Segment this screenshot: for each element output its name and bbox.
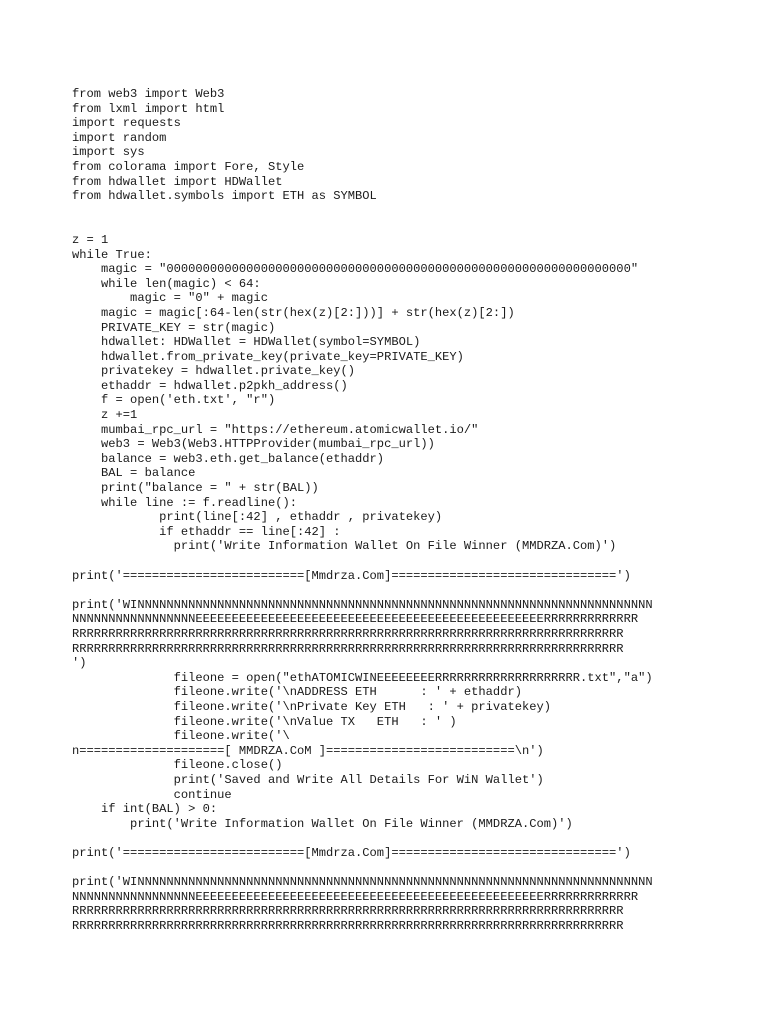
code-line: z = 1	[72, 232, 109, 247]
code-line	[72, 204, 702, 219]
code-line: if ethaddr == line[:42] :	[72, 524, 341, 539]
code-line: while True:	[72, 247, 152, 262]
code-line: RRRRRRRRRRRRRRRRRRRRRRRRRRRRRRRRRRRRRRRRRRRRRRRRRRRRRRRRRRRRRRRRRRRRRRRRRRRR	[72, 626, 624, 641]
code-line: RRRRRRRRRRRRRRRRRRRRRRRRRRRRRRRRRRRRRRRRRRRRRRRRRRRRRRRRRRRRRRRRRRRRRRRRRRRR	[72, 641, 624, 656]
code-line: from colorama import Fore, Style	[72, 159, 305, 174]
code-line: import requests	[72, 116, 181, 131]
code-line: from lxml import html	[72, 101, 225, 116]
code-line: BAL = balance	[72, 466, 196, 481]
code-line	[72, 583, 702, 598]
code-line: web3 = Web3(Web3.HTTPProvider(mumbai_rpc_url))	[72, 437, 435, 452]
code-line: if int(BAL) > 0:	[72, 802, 218, 817]
code-line: from hdwallet.symbols import ETH as SYMBOL	[72, 189, 377, 204]
code-line: balance = web3.eth.get_balance(ethaddr)	[72, 451, 385, 466]
code-line: from web3 import Web3	[72, 87, 225, 101]
code-line: print('Saved and Write All Details For WiN Wallet')	[72, 772, 544, 787]
code-line: fileone.write('\nValue TX ETH : ' )	[72, 714, 457, 729]
code-line: print('Write Information Wallet On File Winner (MMDRZA.Com)')	[72, 539, 617, 554]
code-line: NNNNNNNNNNNNNNNNNEEEEEEEEEEEEEEEEEEEEEEEEEEEEEEEEEEEEEEEEEEEEEEEERRRRRRRRRRRRR	[72, 889, 639, 904]
code-line: while len(magic) < 64:	[72, 276, 261, 291]
code-line: hdwallet: HDWallet = HDWallet(symbol=SYMBOL)	[72, 335, 421, 350]
code-line: from hdwallet import HDWallet	[72, 174, 283, 189]
code-line: ')	[72, 656, 87, 671]
code-line: privatekey = hdwallet.private_key()	[72, 364, 356, 379]
code-line: fileone.write('\	[72, 729, 290, 744]
code-line	[72, 554, 702, 569]
code-line: RRRRRRRRRRRRRRRRRRRRRRRRRRRRRRRRRRRRRRRRRRRRRRRRRRRRRRRRRRRRRRRRRRRRRRRRRRRR	[72, 918, 624, 933]
code-line: RRRRRRRRRRRRRRRRRRRRRRRRRRRRRRRRRRRRRRRRRRRRRRRRRRRRRRRRRRRRRRRRRRRRRRRRRRRR	[72, 904, 624, 919]
code-line: import random	[72, 130, 167, 145]
code-line: fileone.write('\nPrivate Key ETH : ' + privatekey)	[72, 699, 551, 714]
code-line: n====================[ MMDRZA.CoM ]==========================\n')	[72, 743, 544, 758]
code-line: mumbai_rpc_url = "https://ethereum.atomicwallet.io/"	[72, 422, 479, 437]
code-line: NNNNNNNNNNNNNNNNNEEEEEEEEEEEEEEEEEEEEEEEEEEEEEEEEEEEEEEEEEEEEEEEERRRRRRRRRRRRR	[72, 612, 639, 627]
code-line: magic = "0000000000000000000000000000000000000000000000000000000000000000"	[72, 262, 639, 277]
code-line: PRIVATE_KEY = str(magic)	[72, 320, 276, 335]
code-line: print("balance = " + str(BAL))	[72, 481, 319, 496]
code-line: z +=1	[72, 408, 138, 423]
code-line: magic = "0" + magic	[72, 291, 268, 306]
code-line: print('WINNNNNNNNNNNNNNNNNNNNNNNNNNNNNNNNNNNNNNNNNNNNNNNNNNNNNNNNNNNNNNNNNNNNNNN	[72, 875, 653, 890]
code-line: fileone = open("ethATOMICWINEEEEEEEERRRRRRRRRRRRRRRRRRRR.txt","a")	[72, 670, 653, 685]
code-line: print(line[:42] , ethaddr , privatekey)	[72, 510, 443, 525]
code-line: import sys	[72, 145, 145, 160]
code-line: f = open('eth.txt', "r")	[72, 393, 276, 408]
code-line: while line := f.readline():	[72, 495, 297, 510]
code-line: ethaddr = hdwallet.p2pkh_address()	[72, 378, 348, 393]
code-line: fileone.write('\nADDRESS ETH : ' + ethaddr)	[72, 685, 522, 700]
code-line: print('Write Information Wallet On File Winner (MMDRZA.Com)')	[72, 816, 573, 831]
code-line: fileone.close()	[72, 758, 283, 773]
code-line	[72, 218, 702, 233]
code-line	[72, 860, 702, 875]
code-line: continue	[72, 787, 232, 802]
code-line	[72, 831, 702, 846]
code-line: print('=========================[Mmdrza.Com]===============================')	[72, 845, 631, 860]
code-line: print('WINNNNNNNNNNNNNNNNNNNNNNNNNNNNNNNNNNNNNNNNNNNNNNNNNNNNNNNNNNNNNNNNNNNNNNN	[72, 597, 653, 612]
code-line: magic = magic[:64-len(str(hex(z)[2:]))] + str(hex(z)[2:])	[72, 305, 515, 320]
code-listing	[72, 87, 702, 933]
code-line: hdwallet.from_private_key(private_key=PRIVATE_KEY)	[72, 349, 464, 364]
code-line: print('=========================[Mmdrza.Com]===============================')	[72, 568, 631, 583]
